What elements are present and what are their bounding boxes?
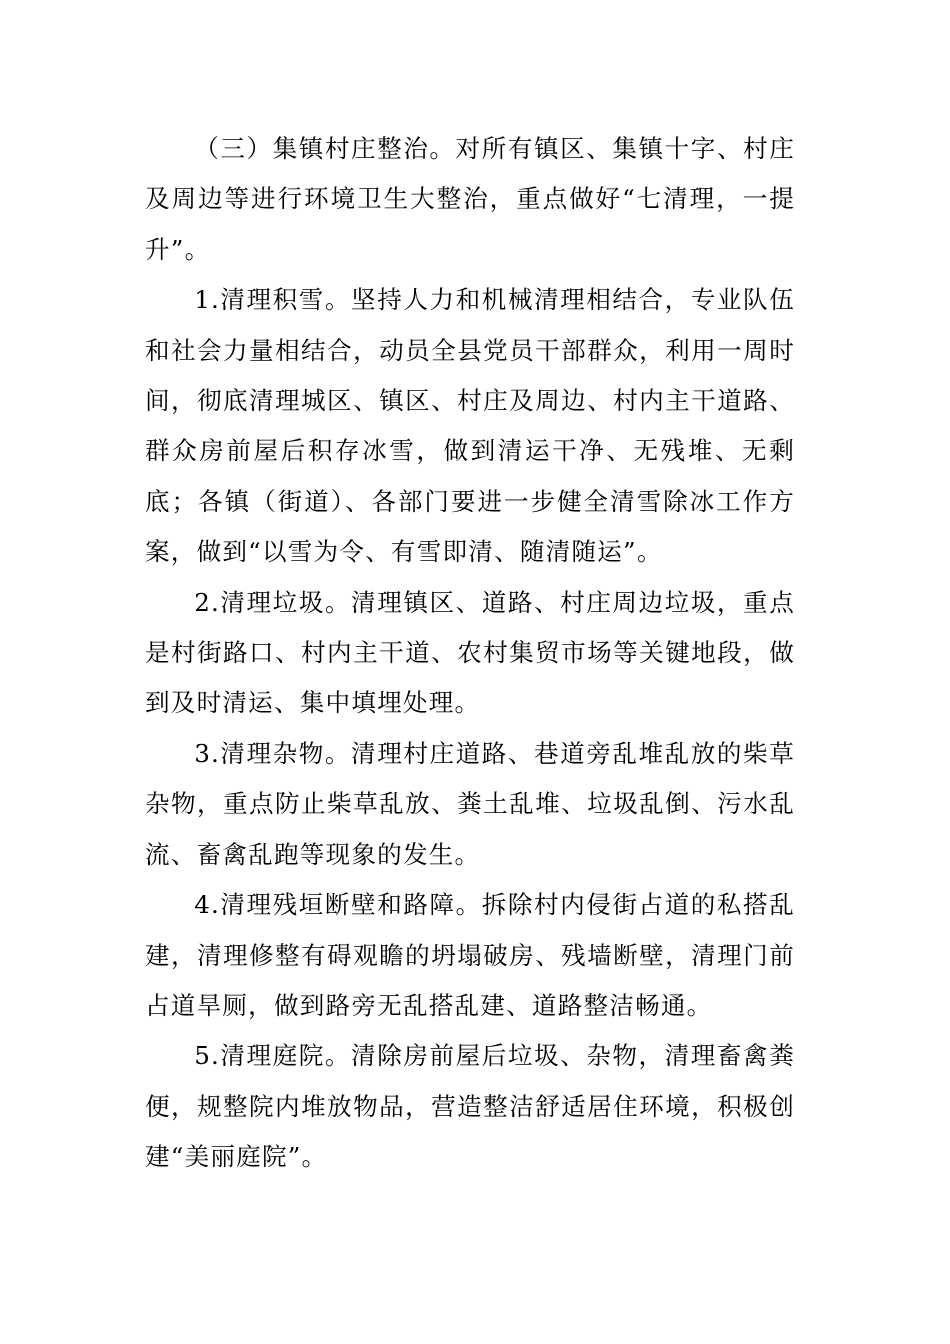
- item-3-paragraph: 3.清理杂物。清理村庄道路、巷道旁乱堆乱放的柴草杂物，重点防止柴草乱放、粪土乱堆、垃圾乱倒、污水乱流、畜禽乱跑等现象的发生。: [145, 738, 795, 869]
- item-4-paragraph: 4.清理残垣断壁和路障。拆除村内侵街占道的私搭乱建，清理修整有碍观瞻的坍塌破房、残墙断壁，清理门前占道旱厕，做到路旁无乱搭乱建、道路整洁畅通。: [145, 890, 795, 1020]
- section-heading-paragraph: （三）集镇村庄整治。对所有镇区、集镇十字、村庄及周边等进行环境卫生大整治，重点做好“七清理，一提升”。: [145, 134, 795, 264]
- item-5-paragraph: 5.清理庭院。清除房前屋后垃圾、杂物，清理畜禽粪便，规整院内堆放物品，营造整洁舒适居住环境，积极创建“美丽庭院”。: [145, 1041, 795, 1172]
- item-2-paragraph: 2.清理垃圾。清理镇区、道路、村庄周边垃圾，重点是村街路口、村内主干道、农村集贸市场等关键地段，做到及时清运、集中填埋处理。: [145, 587, 795, 718]
- document-body: [145, 124, 795, 1183]
- item-1-paragraph: 1.清理积雪。坚持人力和机械清理相结合，专业队伍和社会力量相结合，动员全县党员干部群众，利用一周时间，彻底清理城区、镇区、村庄及周边、村内主干道路、群众房前屋后积存冰雪，做到清运干净、无残堆、无剩底；各镇（街道）、各部门要进一步健全清雪除冰工作方案，做到“以雪为令、有雪即清、随清随运”。: [145, 285, 795, 567]
